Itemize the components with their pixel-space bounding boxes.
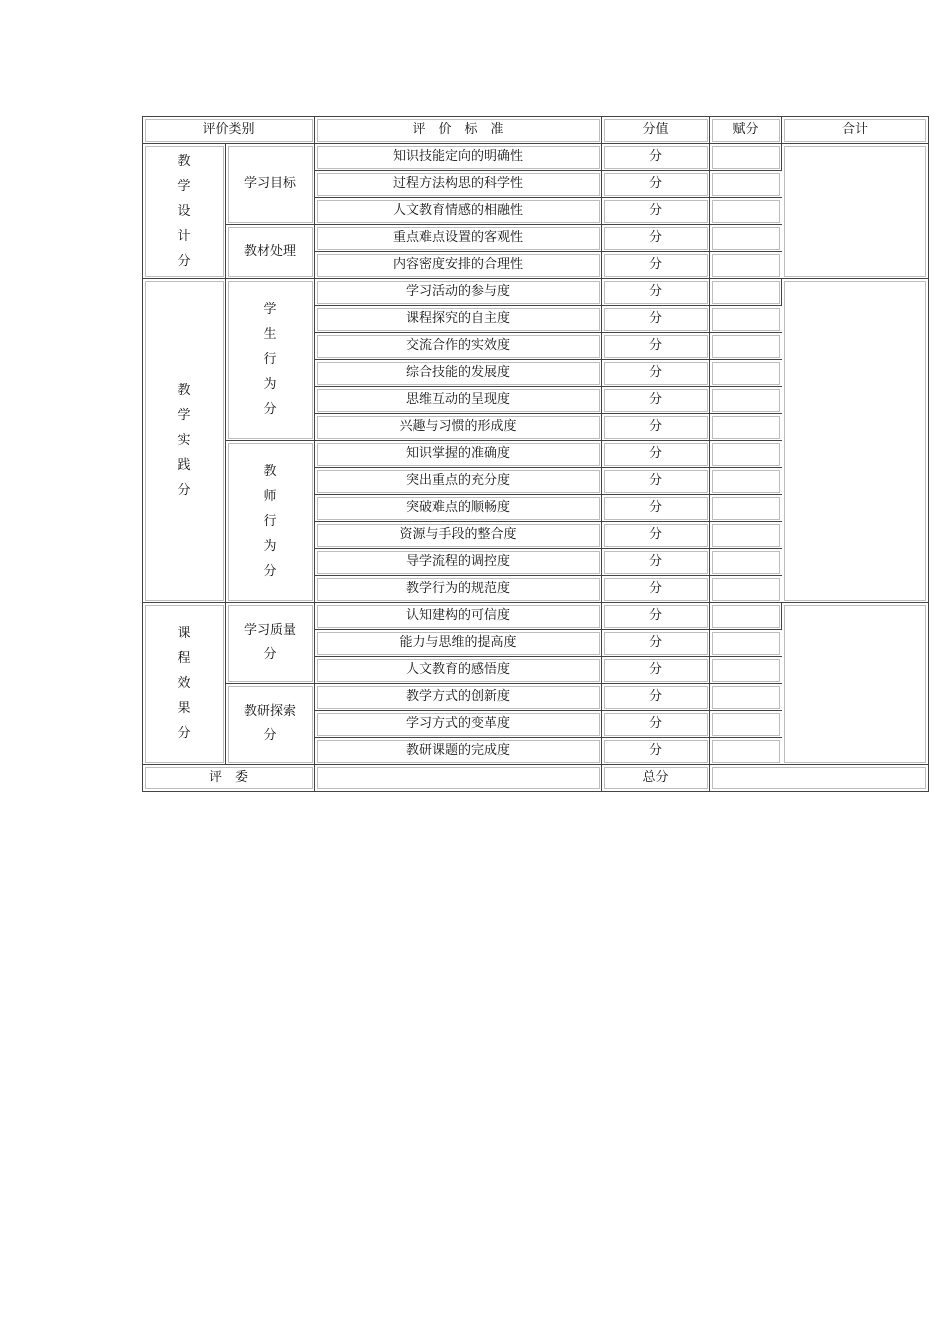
subtotal-cell[interactable] (782, 279, 928, 603)
header-score-value: 分值 (602, 117, 710, 144)
judge-input-cell[interactable] (315, 765, 602, 791)
header-row (143, 117, 928, 144)
criterion: 知识技能定向的明确性 (315, 144, 602, 171)
score-input-cell[interactable] (710, 279, 782, 306)
unit-cell: 分 (602, 684, 710, 711)
unit-cell: 分 (602, 576, 710, 603)
criterion: 兴趣与习惯的形成度 (315, 414, 602, 441)
subtotal-cell[interactable] (782, 144, 928, 279)
group-label: 课程效果分 (143, 603, 226, 765)
criterion: 学习方式的变革度 (315, 711, 602, 738)
criterion: 内容密度安排的合理性 (315, 252, 602, 279)
score-input-cell[interactable] (710, 306, 782, 333)
unit-cell: 分 (602, 360, 710, 387)
score-input-cell[interactable] (710, 225, 782, 252)
criterion: 课程探究的自主度 (315, 306, 602, 333)
unit-cell: 分 (602, 279, 710, 306)
table-row (143, 279, 928, 306)
subgroup-label: 教材处理 (226, 225, 315, 279)
criterion: 教研课题的完成度 (315, 738, 602, 765)
unit-cell: 分 (602, 306, 710, 333)
unit-cell: 分 (602, 414, 710, 441)
header-category: 评价类别 (143, 117, 315, 144)
score-input-cell[interactable] (710, 657, 782, 684)
score-input-cell[interactable] (710, 738, 782, 765)
subgroup-label: 学生行为分 (226, 279, 315, 441)
footer-row (143, 765, 928, 791)
score-input-cell[interactable] (710, 630, 782, 657)
score-input-cell[interactable] (710, 576, 782, 603)
criterion: 知识掌握的准确度 (315, 441, 602, 468)
score-input-cell[interactable] (710, 252, 782, 279)
score-input-cell[interactable] (710, 603, 782, 630)
criterion: 教学行为的规范度 (315, 576, 602, 603)
group-label: 教学设计分 (143, 144, 226, 279)
criterion: 能力与思维的提高度 (315, 630, 602, 657)
unit-cell: 分 (602, 225, 710, 252)
table-row (143, 144, 928, 171)
score-input-cell[interactable] (710, 387, 782, 414)
group-label: 教学实践分 (143, 279, 226, 603)
unit-cell: 分 (602, 495, 710, 522)
table-row (143, 603, 928, 630)
criterion: 交流合作的实效度 (315, 333, 602, 360)
unit-cell: 分 (602, 441, 710, 468)
evaluation-table (142, 116, 929, 792)
unit-cell: 分 (602, 522, 710, 549)
unit-cell: 分 (602, 333, 710, 360)
judge-label: 评 委 (143, 765, 315, 791)
unit-cell: 分 (602, 252, 710, 279)
unit-cell: 分 (602, 630, 710, 657)
score-input-cell[interactable] (710, 414, 782, 441)
criterion: 突破难点的顺畅度 (315, 495, 602, 522)
criterion: 学习活动的参与度 (315, 279, 602, 306)
subgroup-label: 学习质量分 (226, 603, 315, 684)
subgroup-label: 教师行为分 (226, 441, 315, 603)
criterion: 人文教育的感悟度 (315, 657, 602, 684)
score-input-cell[interactable] (710, 333, 782, 360)
unit-cell: 分 (602, 549, 710, 576)
criterion: 导学流程的调控度 (315, 549, 602, 576)
unit-cell: 分 (602, 198, 710, 225)
unit-cell: 分 (602, 144, 710, 171)
score-input-cell[interactable] (710, 360, 782, 387)
score-input-cell[interactable] (710, 684, 782, 711)
criterion: 过程方法构思的科学性 (315, 171, 602, 198)
subgroup-label: 教研探索分 (226, 684, 315, 765)
score-input-cell[interactable] (710, 711, 782, 738)
score-input-cell[interactable] (710, 549, 782, 576)
score-input-cell[interactable] (710, 144, 782, 171)
subtotal-cell[interactable] (782, 603, 928, 765)
unit-cell: 分 (602, 171, 710, 198)
score-input-cell[interactable] (710, 441, 782, 468)
score-input-cell[interactable] (710, 198, 782, 225)
unit-cell: 分 (602, 738, 710, 765)
criterion: 教学方式的创新度 (315, 684, 602, 711)
criterion: 思维互动的呈现度 (315, 387, 602, 414)
criterion: 资源与手段的整合度 (315, 522, 602, 549)
score-input-cell[interactable] (710, 171, 782, 198)
unit-cell: 分 (602, 657, 710, 684)
unit-cell: 分 (602, 603, 710, 630)
unit-cell: 分 (602, 468, 710, 495)
unit-cell: 分 (602, 387, 710, 414)
score-input-cell[interactable] (710, 522, 782, 549)
criterion: 突出重点的充分度 (315, 468, 602, 495)
header-total: 合计 (782, 117, 928, 144)
subgroup-label: 学习目标 (226, 144, 315, 225)
unit-cell: 分 (602, 711, 710, 738)
total-score-cell[interactable] (710, 765, 928, 791)
criterion: 人文教育情感的相融性 (315, 198, 602, 225)
criterion: 重点难点设置的客观性 (315, 225, 602, 252)
criterion: 认知建构的可信度 (315, 603, 602, 630)
header-standard: 评 价 标 准 (315, 117, 602, 144)
header-given: 赋分 (710, 117, 782, 144)
score-input-cell[interactable] (710, 495, 782, 522)
score-input-cell[interactable] (710, 468, 782, 495)
criterion: 综合技能的发展度 (315, 360, 602, 387)
total-label: 总分 (602, 765, 710, 791)
